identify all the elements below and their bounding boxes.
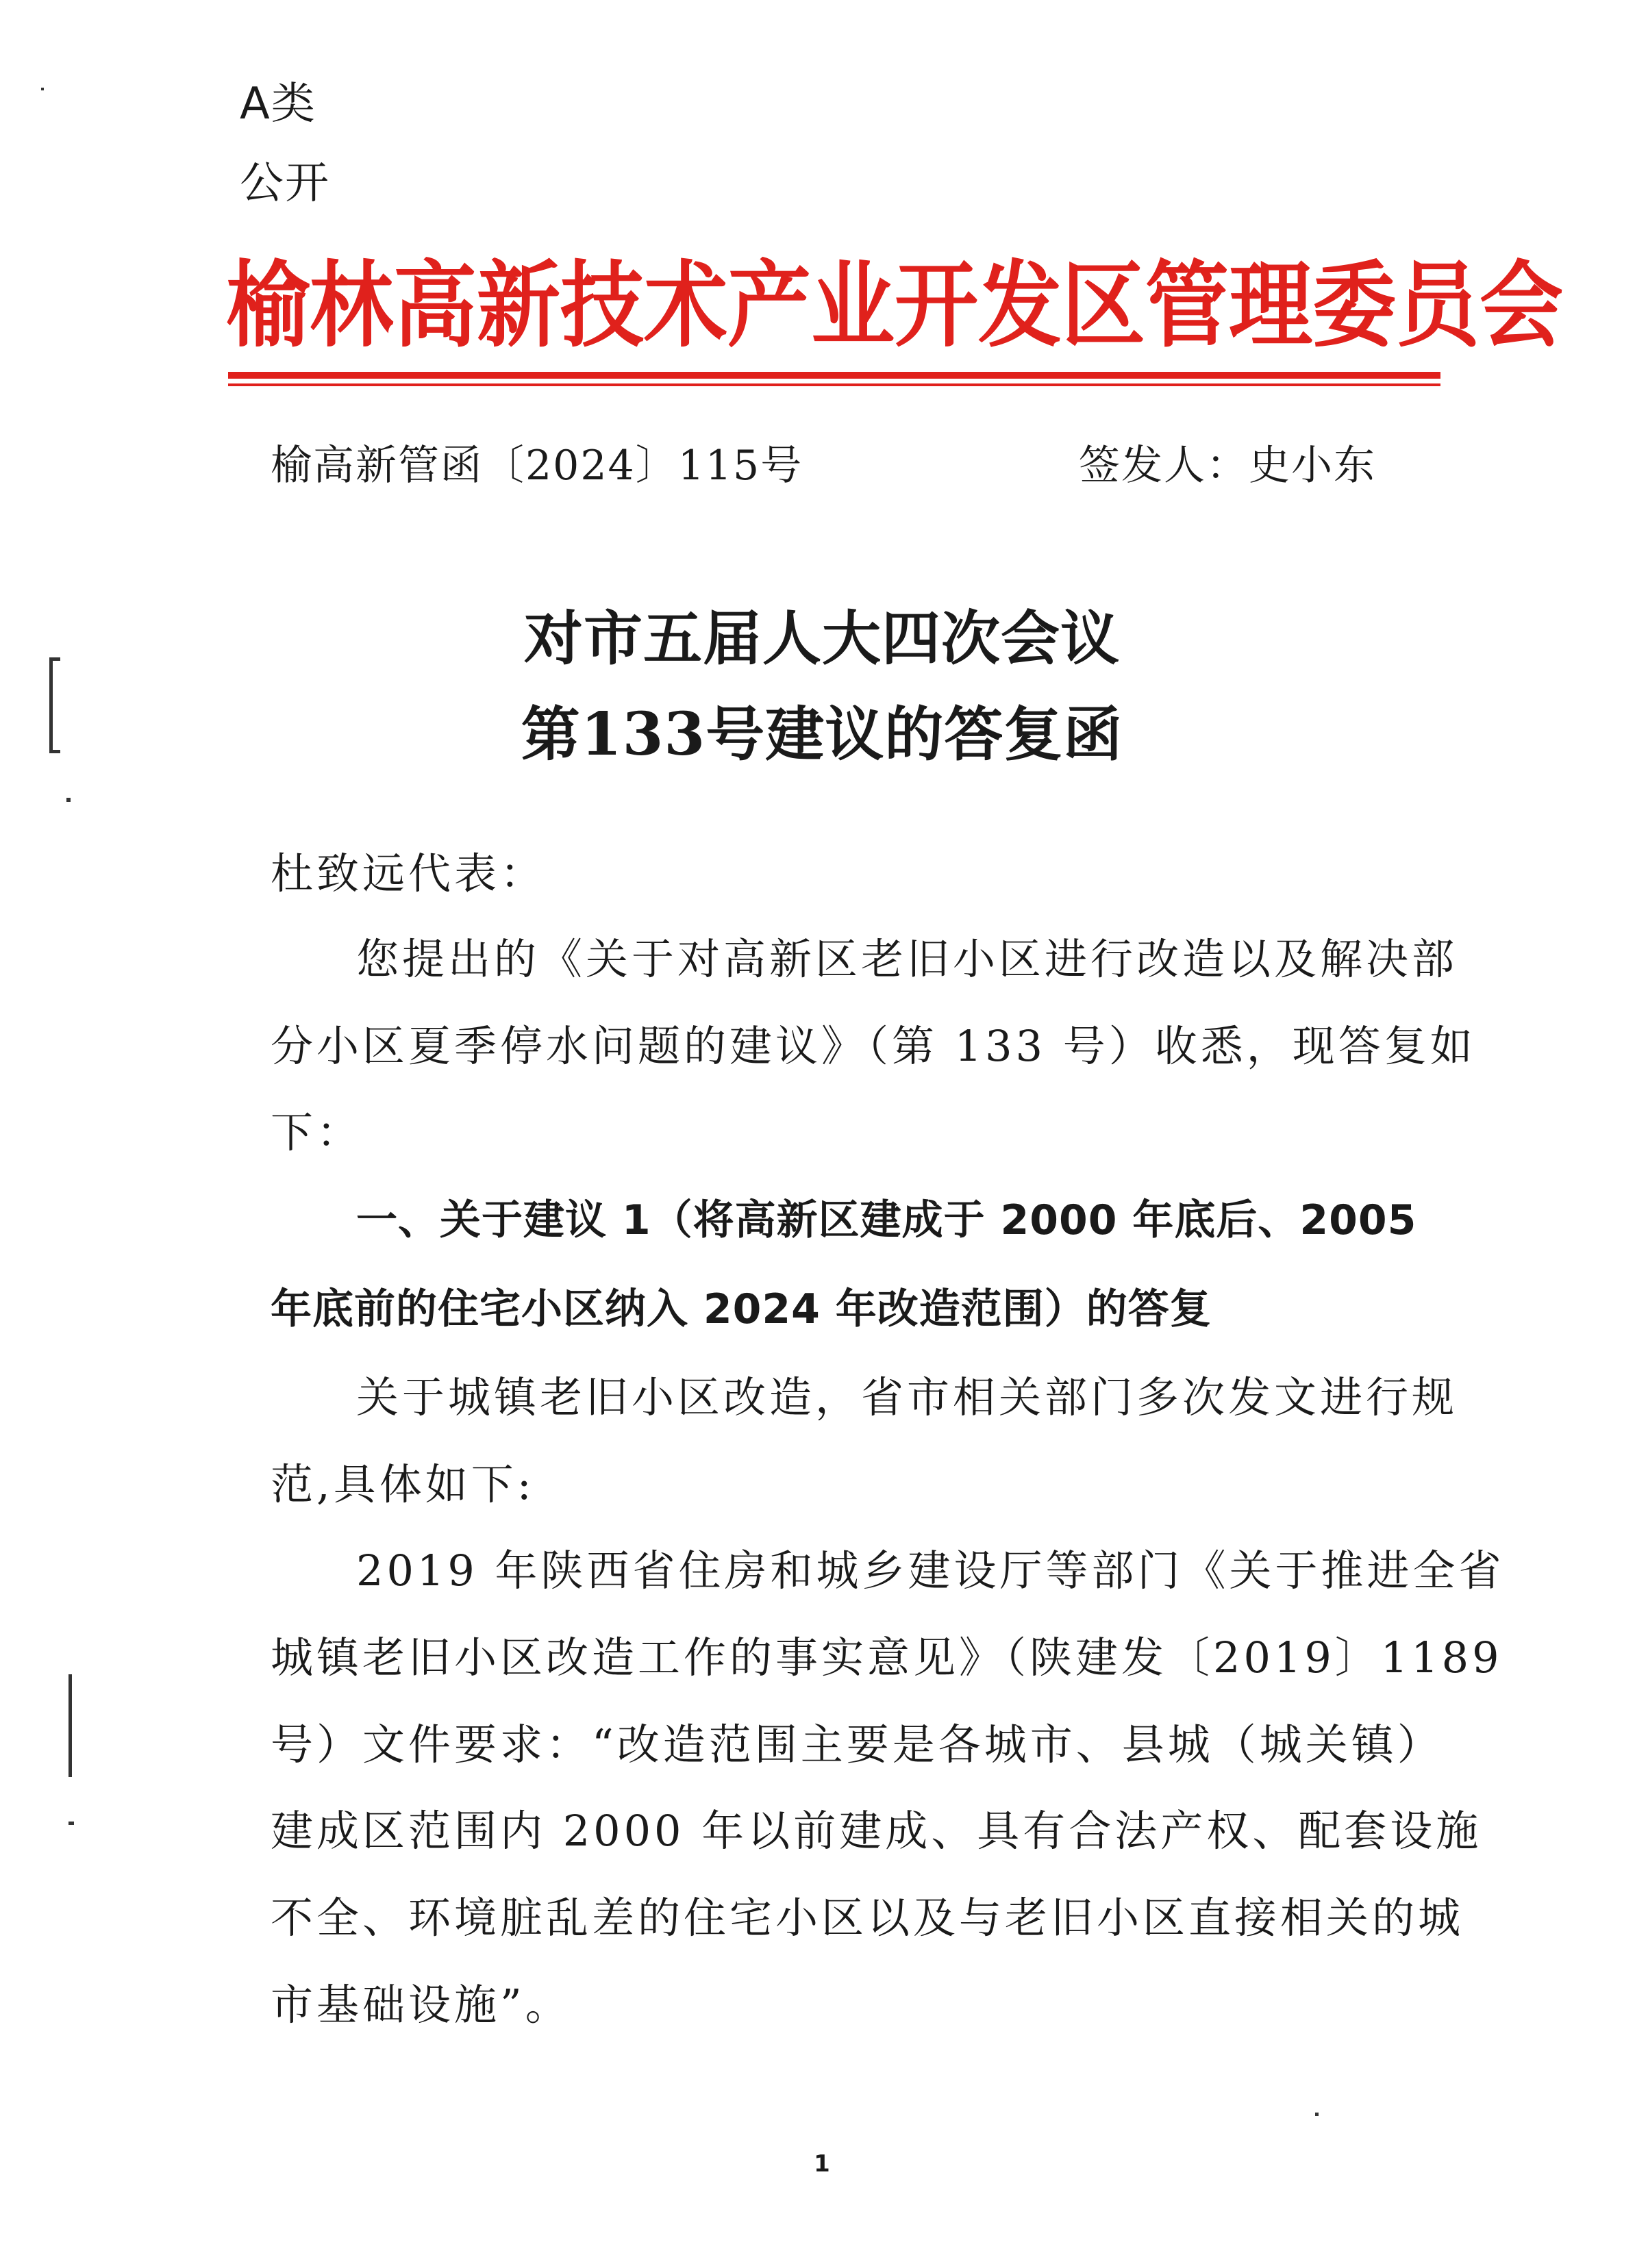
scan-mark (49, 750, 60, 753)
scan-mark (49, 657, 53, 753)
paragraph-line: 城镇老旧小区改造工作的事实意见》（陕建发〔2019〕1189 (271, 1633, 1503, 1683)
classification-category: A类 (240, 79, 316, 129)
scan-mark (1315, 2113, 1319, 2116)
section-heading-line: 一、关于建议 1（将高新区建成于 2000 年底后、2005 (356, 1196, 1417, 1244)
page-number: 1 (814, 2150, 830, 2178)
letterhead-rule-thick (228, 372, 1440, 379)
paragraph-line: 下： (271, 1107, 363, 1157)
paragraph-line: 建成区范围内 2000 年以前建成、具有合法产权、配套设施 (271, 1806, 1482, 1856)
paragraph-line: 不全、环境脏乱差的住宅小区以及与老旧小区直接相关的城 (271, 1893, 1464, 1943)
scan-mark (41, 88, 44, 90)
scan-mark (49, 657, 60, 661)
paragraph-line: 市基础设施”。 (271, 1980, 571, 2030)
organization-letterhead: 榆林高新技术产业开发区管理委员会 (226, 251, 1563, 360)
paragraph-line: 您提出的《关于对高新区老旧小区进行改造以及解决部 (356, 934, 1458, 984)
title-line-1: 对市五届人大四次会议 (524, 604, 1120, 673)
paragraph-line: 号）文件要求：“改造范围主要是各城市、县城（城关镇） (271, 1719, 1443, 1769)
paragraph-line: 关于城镇老旧小区改造，省市相关部门多次发文进行规 (356, 1372, 1458, 1422)
title-line-2: 第133号建议的答复函 (521, 700, 1123, 769)
document-number: 榆高新管函〔2024〕115号 (271, 442, 803, 490)
scan-mark (68, 1822, 74, 1825)
paragraph-line: 分小区夏季停水问题的建议》（第 133 号）收悉，现答复如 (271, 1021, 1476, 1071)
issuer: 签发人：史小东 (1079, 442, 1376, 490)
section-heading-line: 年底前的住宅小区纳入 2024 年改造范围）的答复 (271, 1285, 1212, 1333)
letterhead-rule-thin (228, 383, 1440, 386)
classification-disclosure: 公开 (240, 158, 330, 209)
scan-mark (68, 1674, 72, 1777)
salutation: 杜致远代表： (271, 848, 547, 898)
paragraph-line: 2019 年陕西省住房和城乡建设厅等部门《关于推进全省 (356, 1546, 1505, 1596)
scan-mark (66, 798, 71, 802)
paragraph-line: 范,具体如下: (271, 1459, 535, 1509)
